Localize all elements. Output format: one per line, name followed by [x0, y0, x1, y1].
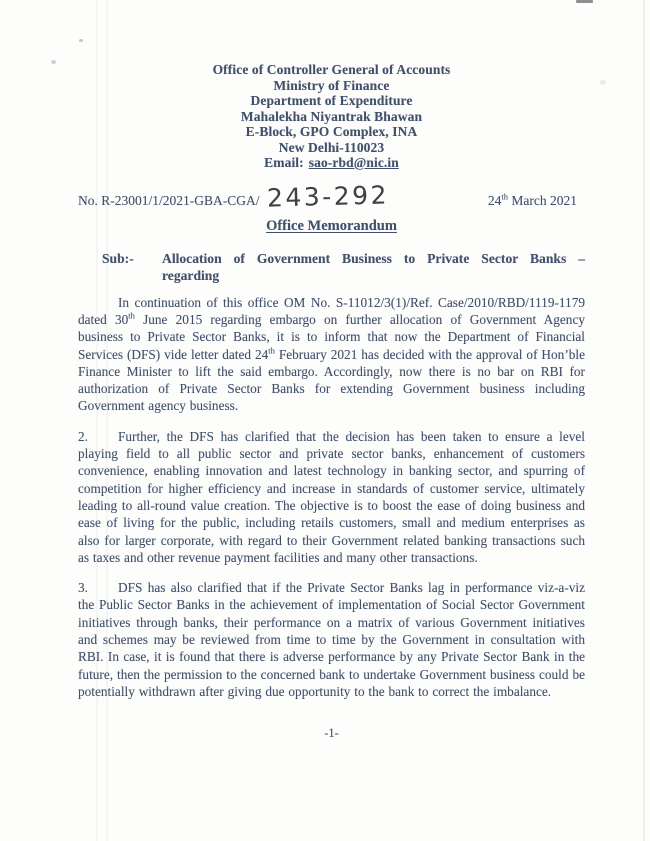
memo-date-day: 24	[487, 192, 502, 208]
email-line	[78, 155, 585, 171]
body-paragraphs	[78, 294, 585, 701]
memo-date-ordinal: th	[501, 191, 509, 201]
paragraph-number: 2.	[78, 428, 88, 444]
paragraph: In continuation of this office OM No. S-11012/3(1)/Ref. Case/2010/RBD/1119-1179 dated 30th June 2015 regarding embargo on further allocation of Government Agency business to Private Sector Banks, it is to inform that now the Department of Financial Services (DFS) vide letter dated 24th February 2021 has decided with the approval of Hon’ble Finance Minister to lift the said embargo. Accordingly, now there is no bar on RBI for authorization of Private Sector Banks for extending Government business including Government agency business.	[78, 294, 585, 414]
email-address: sao-rbd@nic.in	[308, 155, 399, 170]
letterhead	[78, 62, 585, 171]
scan-artifact-streak	[643, 0, 645, 841]
paragraph-number: 3.	[78, 580, 88, 596]
handwritten-dispatch-number: 243-292	[266, 179, 389, 213]
letterhead-lines	[78, 62, 585, 155]
letterhead-line: Mahalekha Niyantrak Bhawan	[240, 108, 423, 124]
reference-row	[78, 179, 585, 213]
subject-line2: regarding	[162, 268, 220, 284]
letterhead-line: Office of Controller General of Accounts	[212, 62, 451, 77]
letterhead-line: Department of Expenditure	[250, 93, 413, 108]
email-label: Email:	[264, 155, 304, 170]
subject-text	[162, 250, 585, 285]
scan-artifact-speck	[51, 60, 56, 64]
paragraph: 2. Further, the DFS has clarified that the decision has been taken to ensure a level playing field to all public sector and private sector banks, enhancement of customers convenience, enabling innovation and latest technology in banking sector, and spurring of competition for higher efficiency and increase in standards of customer service, ultimately leading to all-round value creation. The objective is to boost the ease of doing business and ease of living for the public, including retails customers, small and medium enterprises as also for larger corporate, with regard to their Government related banking transactions such as taxes and other revenue payment facilities and many other transactions.	[78, 428, 585, 565]
subject-label: Sub:-	[102, 250, 134, 266]
paragraph: 3. DFS has also clarified that if the Private Sector Banks lag in performance viz-a-viz the Public Sector Banks in the achievement of implementation of Social Sector Government initiatives through banks, their performance on a matrix of various Government initiatives and schemes may be reviewed from time to time by the Government in consultation with RBI. In case, it is found that there is adverse performance by any Private Sector Bank in the future, then the permission to the concerned bank to undertake Government business could be potentially withdrawn after giving due opportunity to the bank to correct the imbalance.	[78, 580, 585, 699]
subject-block	[78, 250, 585, 285]
scan-artifact-speck	[600, 80, 606, 85]
subject-line1: Allocation of Government Business to Private Sector Banks –	[162, 250, 585, 266]
scan-artifact-speck	[79, 39, 83, 42]
reference-number: No. R-23001/1/2021-GBA-CGA/	[78, 192, 260, 208]
scan-artifact-dash	[576, 0, 593, 3]
letterhead-line: New Delhi-110023	[278, 139, 385, 155]
letterhead-line: Ministry of Finance	[273, 77, 390, 93]
memo-date-rest: March 2021	[508, 192, 577, 208]
memo-title: Office Memorandum	[266, 217, 397, 234]
page-number: -1-	[324, 726, 339, 741]
letterhead-line: E-Block, GPO Complex, INA	[245, 124, 418, 139]
memo-date	[488, 193, 585, 209]
